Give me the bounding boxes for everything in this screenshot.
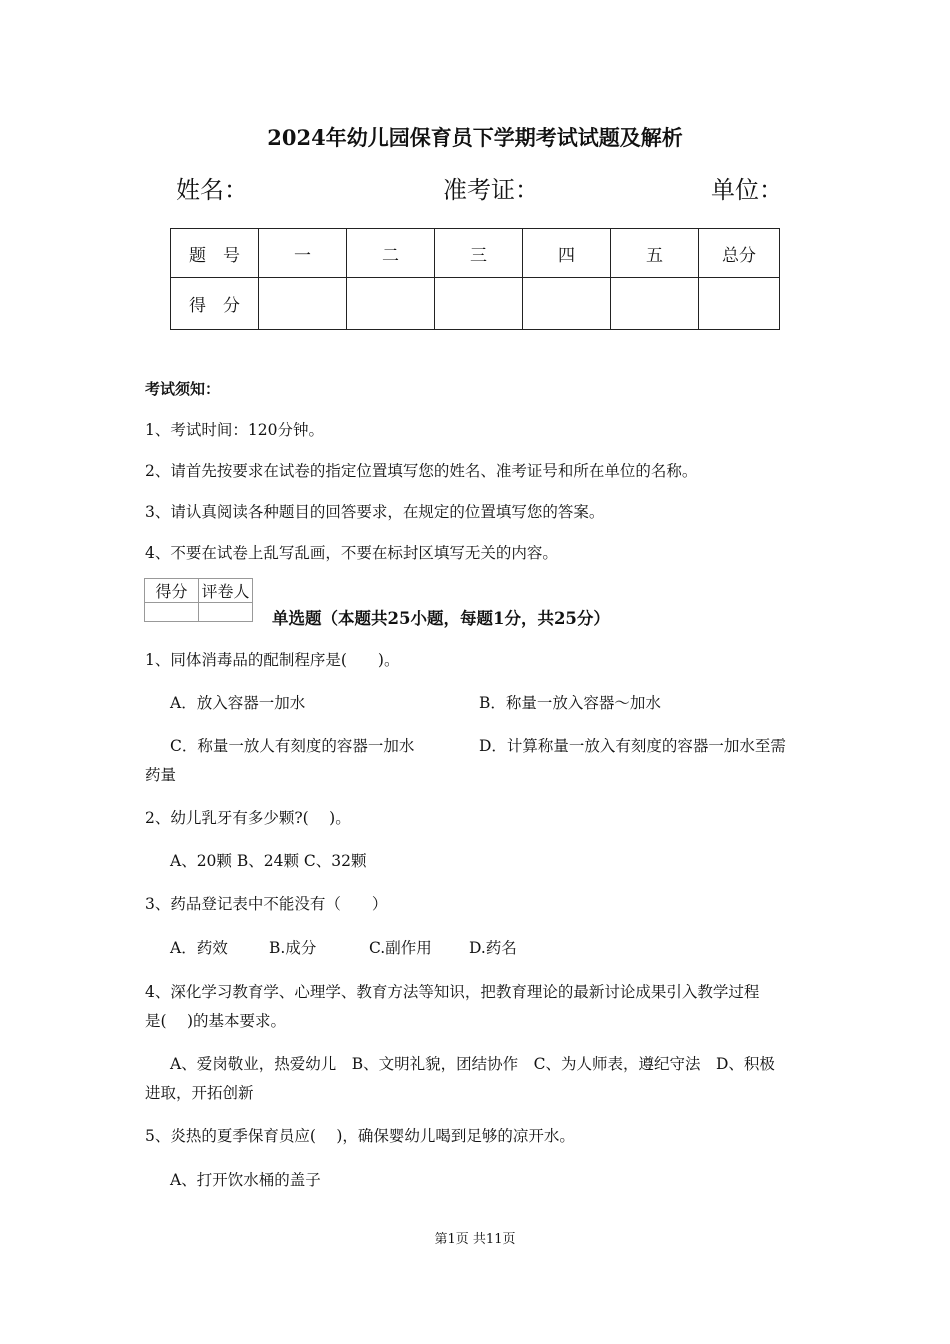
score-cell[interactable] <box>523 278 611 330</box>
score-cell[interactable] <box>699 278 780 330</box>
score-cell[interactable] <box>435 278 523 330</box>
score-cell[interactable] <box>259 278 347 330</box>
question-1-stem: 1、同体消毒品的配制程序是( )。 <box>145 651 400 669</box>
score-cell[interactable] <box>347 278 435 330</box>
question-5-stem: 5、炎热的夏季保育员应( )，确保婴幼儿喝到足够的凉开水。 <box>145 1127 575 1145</box>
score-header-cell: 总分 <box>699 229 780 278</box>
notice-item: 3、请认真阅读各种题目的回答要求，在规定的位置填写您的答案。 <box>145 503 605 521</box>
question-5-option-a: A、打开饮水桶的盖子 <box>170 1171 321 1189</box>
score-table-header-row <box>171 229 780 278</box>
score-header-cell: 二 <box>347 229 435 278</box>
question-4-options: A、爱岗敬业，热爱幼儿 B、文明礼貌，团结协作 C、为人师表，遵纪守法 D、积极 <box>170 1055 775 1073</box>
grader-reviewer-label: 评卷人 <box>199 579 253 603</box>
question-1-option-d: D．计算称量一放入有刻度的容器一加水至需 <box>479 737 786 755</box>
score-table <box>170 228 780 330</box>
question-4-stem-continued: 是( )的基本要求。 <box>145 1012 287 1030</box>
name-field-label: 姓名： <box>176 176 248 204</box>
notice-heading: 考试须知： <box>145 380 221 398</box>
question-3-option-c: C.副作用 <box>369 939 432 957</box>
question-3-option-a: A．药效 <box>170 939 228 957</box>
score-table-score-row <box>171 278 780 330</box>
question-1-option-d-continued: 药量 <box>145 766 177 784</box>
score-header-cell: 题 号 <box>171 229 259 278</box>
grader-score-cell[interactable] <box>145 603 199 622</box>
notice-item: 1、考试时间：120分钟。 <box>145 421 324 439</box>
question-1-option-a: A．放入容器一加水 <box>170 694 306 712</box>
score-cell[interactable] <box>611 278 699 330</box>
unit-field-label: 单位： <box>711 176 783 204</box>
question-3-option-b: B.成分 <box>269 939 317 957</box>
notice-item: 2、请首先按要求在试卷的指定位置填写您的姓名、准考证号和所在单位的名称。 <box>145 462 698 480</box>
score-row-label: 得 分 <box>171 278 259 330</box>
question-3-option-d: D.药名 <box>469 939 517 957</box>
question-4-options-continued: 进取，开拓创新 <box>145 1084 254 1102</box>
question-1-option-b: B．称量一放入容器～加水 <box>479 694 661 712</box>
grader-score-label: 得分 <box>145 579 199 603</box>
question-3-stem: 3、药品登记表中不能没有（ ） <box>145 895 388 913</box>
grader-reviewer-cell[interactable] <box>199 603 253 622</box>
score-header-cell: 五 <box>611 229 699 278</box>
score-header-cell: 一 <box>259 229 347 278</box>
question-1-option-c: C．称量一放人有刻度的容器一加水 <box>170 737 415 755</box>
question-2-options: A、20颗 B、24颗 C、32颗 <box>170 852 367 870</box>
grader-box <box>144 578 253 622</box>
notice-item: 4、不要在试卷上乱写乱画，不要在标封区填写无关的内容。 <box>145 544 558 562</box>
question-4-stem: 4、深化学习教育学、心理学、教育方法等知识，把教育理论的最新讨论成果引入教学过程 <box>145 983 760 1001</box>
page-title: 2024年幼儿园保育员下学期考试试题及解析 <box>267 125 683 150</box>
page-footer: 第1页 共11页 <box>434 1232 516 1247</box>
score-header-cell: 三 <box>435 229 523 278</box>
section-title: 单选题（本题共25小题，每题1分，共25分） <box>272 609 610 628</box>
score-header-cell: 四 <box>523 229 611 278</box>
exam-id-field-label: 准考证： <box>443 176 539 204</box>
question-2-stem: 2、幼儿乳牙有多少颗?( )。 <box>145 809 351 827</box>
